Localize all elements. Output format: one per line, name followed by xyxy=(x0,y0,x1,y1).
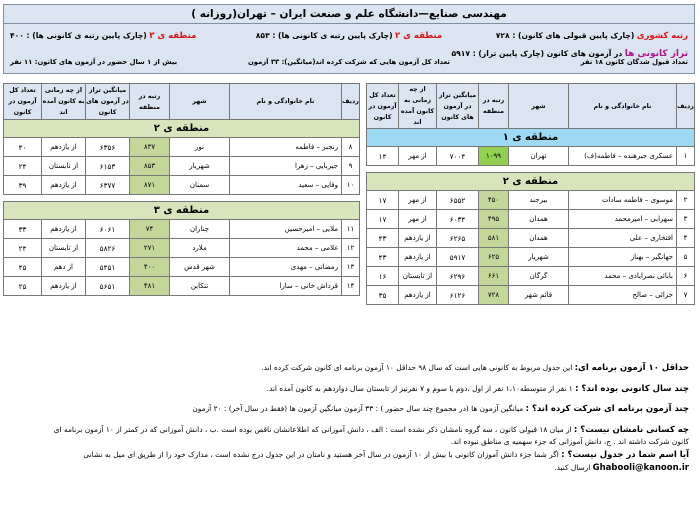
student-name: افتخاری – علی xyxy=(569,229,677,248)
avg-level: ۵۶۵۱ xyxy=(86,277,130,296)
avg-level: ۶۲۹۶ xyxy=(437,267,479,286)
region-rank: ۲۷۱ xyxy=(130,239,170,258)
since-cell: از یازدهم xyxy=(399,286,437,305)
city-cell: همدان xyxy=(509,229,569,248)
table-row xyxy=(367,210,695,229)
since-cell: از مهر xyxy=(399,210,437,229)
city-cell: چناران xyxy=(170,220,230,239)
region-rank: ۷۲۸ xyxy=(479,286,509,305)
city-cell: سمنان xyxy=(170,176,230,195)
region-title: منطقه ی ۲ xyxy=(367,173,695,191)
since-cell: از یازدهم xyxy=(399,229,437,248)
table-row xyxy=(4,258,360,277)
avg-level: ۶۱۵۳ xyxy=(86,157,130,176)
avg-level: ۵۸۲۶ xyxy=(86,239,130,258)
total-exams: ۲۵ xyxy=(4,277,42,296)
region-title: منطقه ی ۲ xyxy=(4,120,360,138)
student-name: غلامی – محمد xyxy=(230,239,342,258)
total-exams: ۱۷ xyxy=(367,210,399,229)
city-cell: تنکابن xyxy=(170,277,230,296)
table-row xyxy=(367,191,695,210)
col-name: نام خانوادگی و نام xyxy=(569,84,677,129)
col-name: نام خانوادگی و نام xyxy=(230,84,342,120)
table-row xyxy=(367,248,695,267)
admitted-count: تعداد قبول شدگان کانون ۱۸ نفر xyxy=(580,58,688,66)
since-cell: از یازدهم xyxy=(42,176,86,195)
region-rank: ۴۵۰ xyxy=(479,191,509,210)
total-exams: ۳۹ xyxy=(4,176,42,195)
student-name: سهرابی – امیرمحمد xyxy=(569,210,677,229)
total-exams: ۳۳ xyxy=(4,220,42,239)
table-row xyxy=(4,176,360,195)
note-exam-count: چند آزمون برنامه ای شرکت کرده اند؟ : میانگین آزمون ها (در مجموع چند سال حضور ) : ۳۳ آزمون میانگین آزمون ها (فقط در سال آخر) : ۲۰ آزمون xyxy=(192,404,689,415)
table-row xyxy=(4,138,360,157)
header-ranks-row xyxy=(4,27,694,44)
region-rank: ۸۳۷ xyxy=(130,138,170,157)
avg-level: ۶۳۷۷ xyxy=(86,176,130,195)
region-rank: ۴۰۰ xyxy=(130,258,170,277)
since-cell: از یازدهم xyxy=(399,248,437,267)
student-name: جیربایی – زهرا xyxy=(230,157,342,176)
avg-level: ۶۳۵۶ xyxy=(86,138,130,157)
summary-header xyxy=(3,4,695,74)
note-min-exams: حداقل ۱۰ آزمون برنامه ای: این جدول مربوط به کانونی هایی است که سال ۹۸ حداقل ۱۰ آزمون برنامه ای کانون شرکت کرده اند. xyxy=(261,363,689,373)
col-row: ردیف xyxy=(677,84,695,129)
col-total: تعداد کل آزمون در کانون xyxy=(367,84,399,129)
table-row xyxy=(367,267,695,286)
student-name: موسوی – فاطمه سادات xyxy=(569,191,677,210)
average-exams: تعداد کل آزمون هایی که شرکت کرده اند(میانگین): ۳۳ آزمون xyxy=(248,58,450,66)
col-since: از چه زمانی به کانون آمده اند xyxy=(399,84,437,129)
results-table-left xyxy=(3,83,360,296)
row-number: ۹ xyxy=(342,157,360,176)
section-gap xyxy=(4,195,360,202)
col-rank: رتبه در منطقه xyxy=(130,84,170,120)
student-name: رمضانی – مهدی xyxy=(230,258,342,277)
student-name: بابائی نصرابادی – محمد xyxy=(569,267,677,286)
since-cell: از مهر xyxy=(399,147,437,166)
since-cell: از یازدهم xyxy=(42,220,86,239)
total-exams: ۱۷ xyxy=(367,191,399,210)
city-cell: ملارد xyxy=(170,239,230,258)
since-cell: از دهم xyxy=(42,258,86,277)
table-row xyxy=(367,286,695,305)
table-body-left xyxy=(4,120,360,296)
avg-level: ۵۹۱۷ xyxy=(437,248,479,267)
avg-level: ۶۰۳۴ xyxy=(437,210,479,229)
student-name: عسکری جیرهنده – فاطمه(ف) xyxy=(569,147,677,166)
row-number: ۱۴ xyxy=(342,277,360,296)
table-row xyxy=(367,229,695,248)
row-number: ۱ xyxy=(677,147,695,166)
region-rank: ۶۶۱ xyxy=(479,267,509,286)
region-rank: ۵۸۱ xyxy=(479,229,509,248)
region3-rank: منطقه ی ۳ (چارک پایین رتبه ی کانونی ها) : ۴۰۰ xyxy=(10,31,197,41)
col-since: از چه زمانی به کانون آمده اند xyxy=(42,84,86,120)
table-row xyxy=(4,220,360,239)
city-cell: بیرجند xyxy=(509,191,569,210)
region-header xyxy=(367,129,695,147)
col-avg-level: میانگین تراز در آزمون های کانون xyxy=(437,84,479,129)
col-city: شهر xyxy=(509,84,569,129)
student-name: خزائی – صالح xyxy=(569,286,677,305)
national-rank: رتبه کشوری (چارک پایین قبولی های کانون) : ۷۲۸ xyxy=(495,31,688,41)
total-exams: ۱۴ xyxy=(367,147,399,166)
note-years: چند سال کانونی بوده اند؟ : ۱ نفر از متوسطه۱،۱۰ نفر از اول ،دوم یا سوم و ۷ نفرنیز از تابستان سال دوازدهم به کانون آمده اند. xyxy=(266,383,689,394)
avg-level: ۶۱۲۶ xyxy=(437,286,479,305)
total-exams: ۱۶ xyxy=(367,267,399,286)
region-rank: ۸۵۳ xyxy=(130,157,170,176)
table-row xyxy=(4,277,360,296)
table-row xyxy=(4,239,360,258)
row-number: ۳ xyxy=(677,210,695,229)
row-number: ۶ xyxy=(677,267,695,286)
region-title: منطقه ی ۳ xyxy=(4,202,360,220)
contact-email-link[interactable]: Ghabooli@kanoon.ir xyxy=(592,462,689,473)
total-exams: ۴۰ xyxy=(4,138,42,157)
table-body-right xyxy=(367,129,695,305)
row-number: ۱۲ xyxy=(342,239,360,258)
total-exams: ۳۵ xyxy=(367,286,399,305)
row-number: ۱۳ xyxy=(342,258,360,277)
city-cell: نور xyxy=(170,138,230,157)
total-exams: ۴۵ xyxy=(4,258,42,277)
city-cell: شهریار xyxy=(170,157,230,176)
since-cell: از تابستان xyxy=(399,267,437,286)
since-cell: از یازدهم xyxy=(42,277,86,296)
row-number: ۱۰ xyxy=(342,176,360,195)
since-cell: از تابستان xyxy=(42,157,86,176)
region-header xyxy=(4,120,360,138)
note-missing: چه کسانی نامشان نیست؟ : از میان ۱۸ قبولی کانون ، سه گروه نامشان ذکر نشده است : الف ، دانش آموزانی که اطلاعاتشان ناقص بوده است .ب ، دانش آموزانی که در کمتر از ۱۰ آزمون برنامه ای کانون شرکت داشته اند . ج، دانش آموزانی که جزء سهمیه ی مناطق نبوده اند. آیا اسم شما در جدول نیست؟ : اگر شما جزء دانش آموزان کانونی با بیش از ۱۰ آزمون در سال آخر هستید و نامتان در این جدول درج نشده است ، مدارک خود را از طریق ای میل به نشانی Ghabooli@kanoon.ir ارسال کنید. xyxy=(53,424,689,473)
student-name: وفایی – سعید xyxy=(230,176,342,195)
kanoon-level: تراز کانونی ها در آزمون های کانون (چارک پایین تراز) : ۵۹۱۷ xyxy=(451,49,688,59)
region-rank: ۷۴ xyxy=(130,220,170,239)
col-row: ردیف xyxy=(342,84,360,120)
avg-level: ۷۰۰۴ xyxy=(437,147,479,166)
col-city: شهر xyxy=(170,84,230,120)
region-rank: ۶۲۵ xyxy=(479,248,509,267)
results-table-right xyxy=(366,83,695,305)
student-name: ملایی – امیرحسین xyxy=(230,220,342,239)
region2-rank: منطقه ی ۲ (چارک پایین رتبه ی کانونی ها) : ۸۵۳ xyxy=(255,31,443,41)
col-avg-level: میانگین تراز در آزمون های کانون xyxy=(86,84,130,120)
region-title: منطقه ی ۱ xyxy=(367,129,695,147)
student-name: جهانگیر – بهناز xyxy=(569,248,677,267)
region-header xyxy=(367,173,695,191)
table-row xyxy=(367,147,695,166)
page-title: مهندسی صنایع—دانشگاه علم و صنعت ایران – تهران(روزانه ) xyxy=(4,7,694,24)
total-exams: ۴۳ xyxy=(367,248,399,267)
since-cell: از تابستان xyxy=(42,239,86,258)
row-number: ۸ xyxy=(342,138,360,157)
avg-level: ۶۰۶۱ xyxy=(86,220,130,239)
row-number: ۲ xyxy=(677,191,695,210)
notes-section xyxy=(3,362,695,482)
region-header xyxy=(4,202,360,220)
col-total: تعداد کل آزمون در کانون xyxy=(4,84,42,120)
total-exams: ۲۴ xyxy=(4,157,42,176)
region-rank: ۱۰۹۹ xyxy=(479,147,509,166)
since-cell: از یازدهم xyxy=(42,138,86,157)
student-name: قرداش خانی – سارا xyxy=(230,277,342,296)
over-one-year: بیش از ۱ سال حضور در آزمون های کانون: ۱۱ نفر xyxy=(10,58,178,66)
city-cell: قائم شهر xyxy=(509,286,569,305)
col-rank: رتبه در منطقه xyxy=(479,84,509,129)
total-exams: ۲۴ xyxy=(4,239,42,258)
city-cell: تهران xyxy=(509,147,569,166)
row-number: ۷ xyxy=(677,286,695,305)
city-cell: شهر قدس xyxy=(170,258,230,277)
since-cell: از مهر xyxy=(399,191,437,210)
avg-level: ۵۴۵۱ xyxy=(86,258,130,277)
student-name: رنجبر – فاطمه xyxy=(230,138,342,157)
row-number: ۱۱ xyxy=(342,220,360,239)
avg-level: ۶۵۵۲ xyxy=(437,191,479,210)
row-number: ۵ xyxy=(677,248,695,267)
city-cell: شهریار xyxy=(509,248,569,267)
row-number: ۴ xyxy=(677,229,695,248)
header-stats-row xyxy=(4,54,694,71)
city-cell: گرگان xyxy=(509,267,569,286)
region-rank: ۴۹۵ xyxy=(479,210,509,229)
section-gap xyxy=(367,166,695,173)
region-rank: ۸۷۱ xyxy=(130,176,170,195)
region-rank: ۴۸۱ xyxy=(130,277,170,296)
total-exams: ۴۳ xyxy=(367,229,399,248)
avg-level: ۶۲۶۵ xyxy=(437,229,479,248)
table-row xyxy=(4,157,360,176)
city-cell: همدان xyxy=(509,210,569,229)
